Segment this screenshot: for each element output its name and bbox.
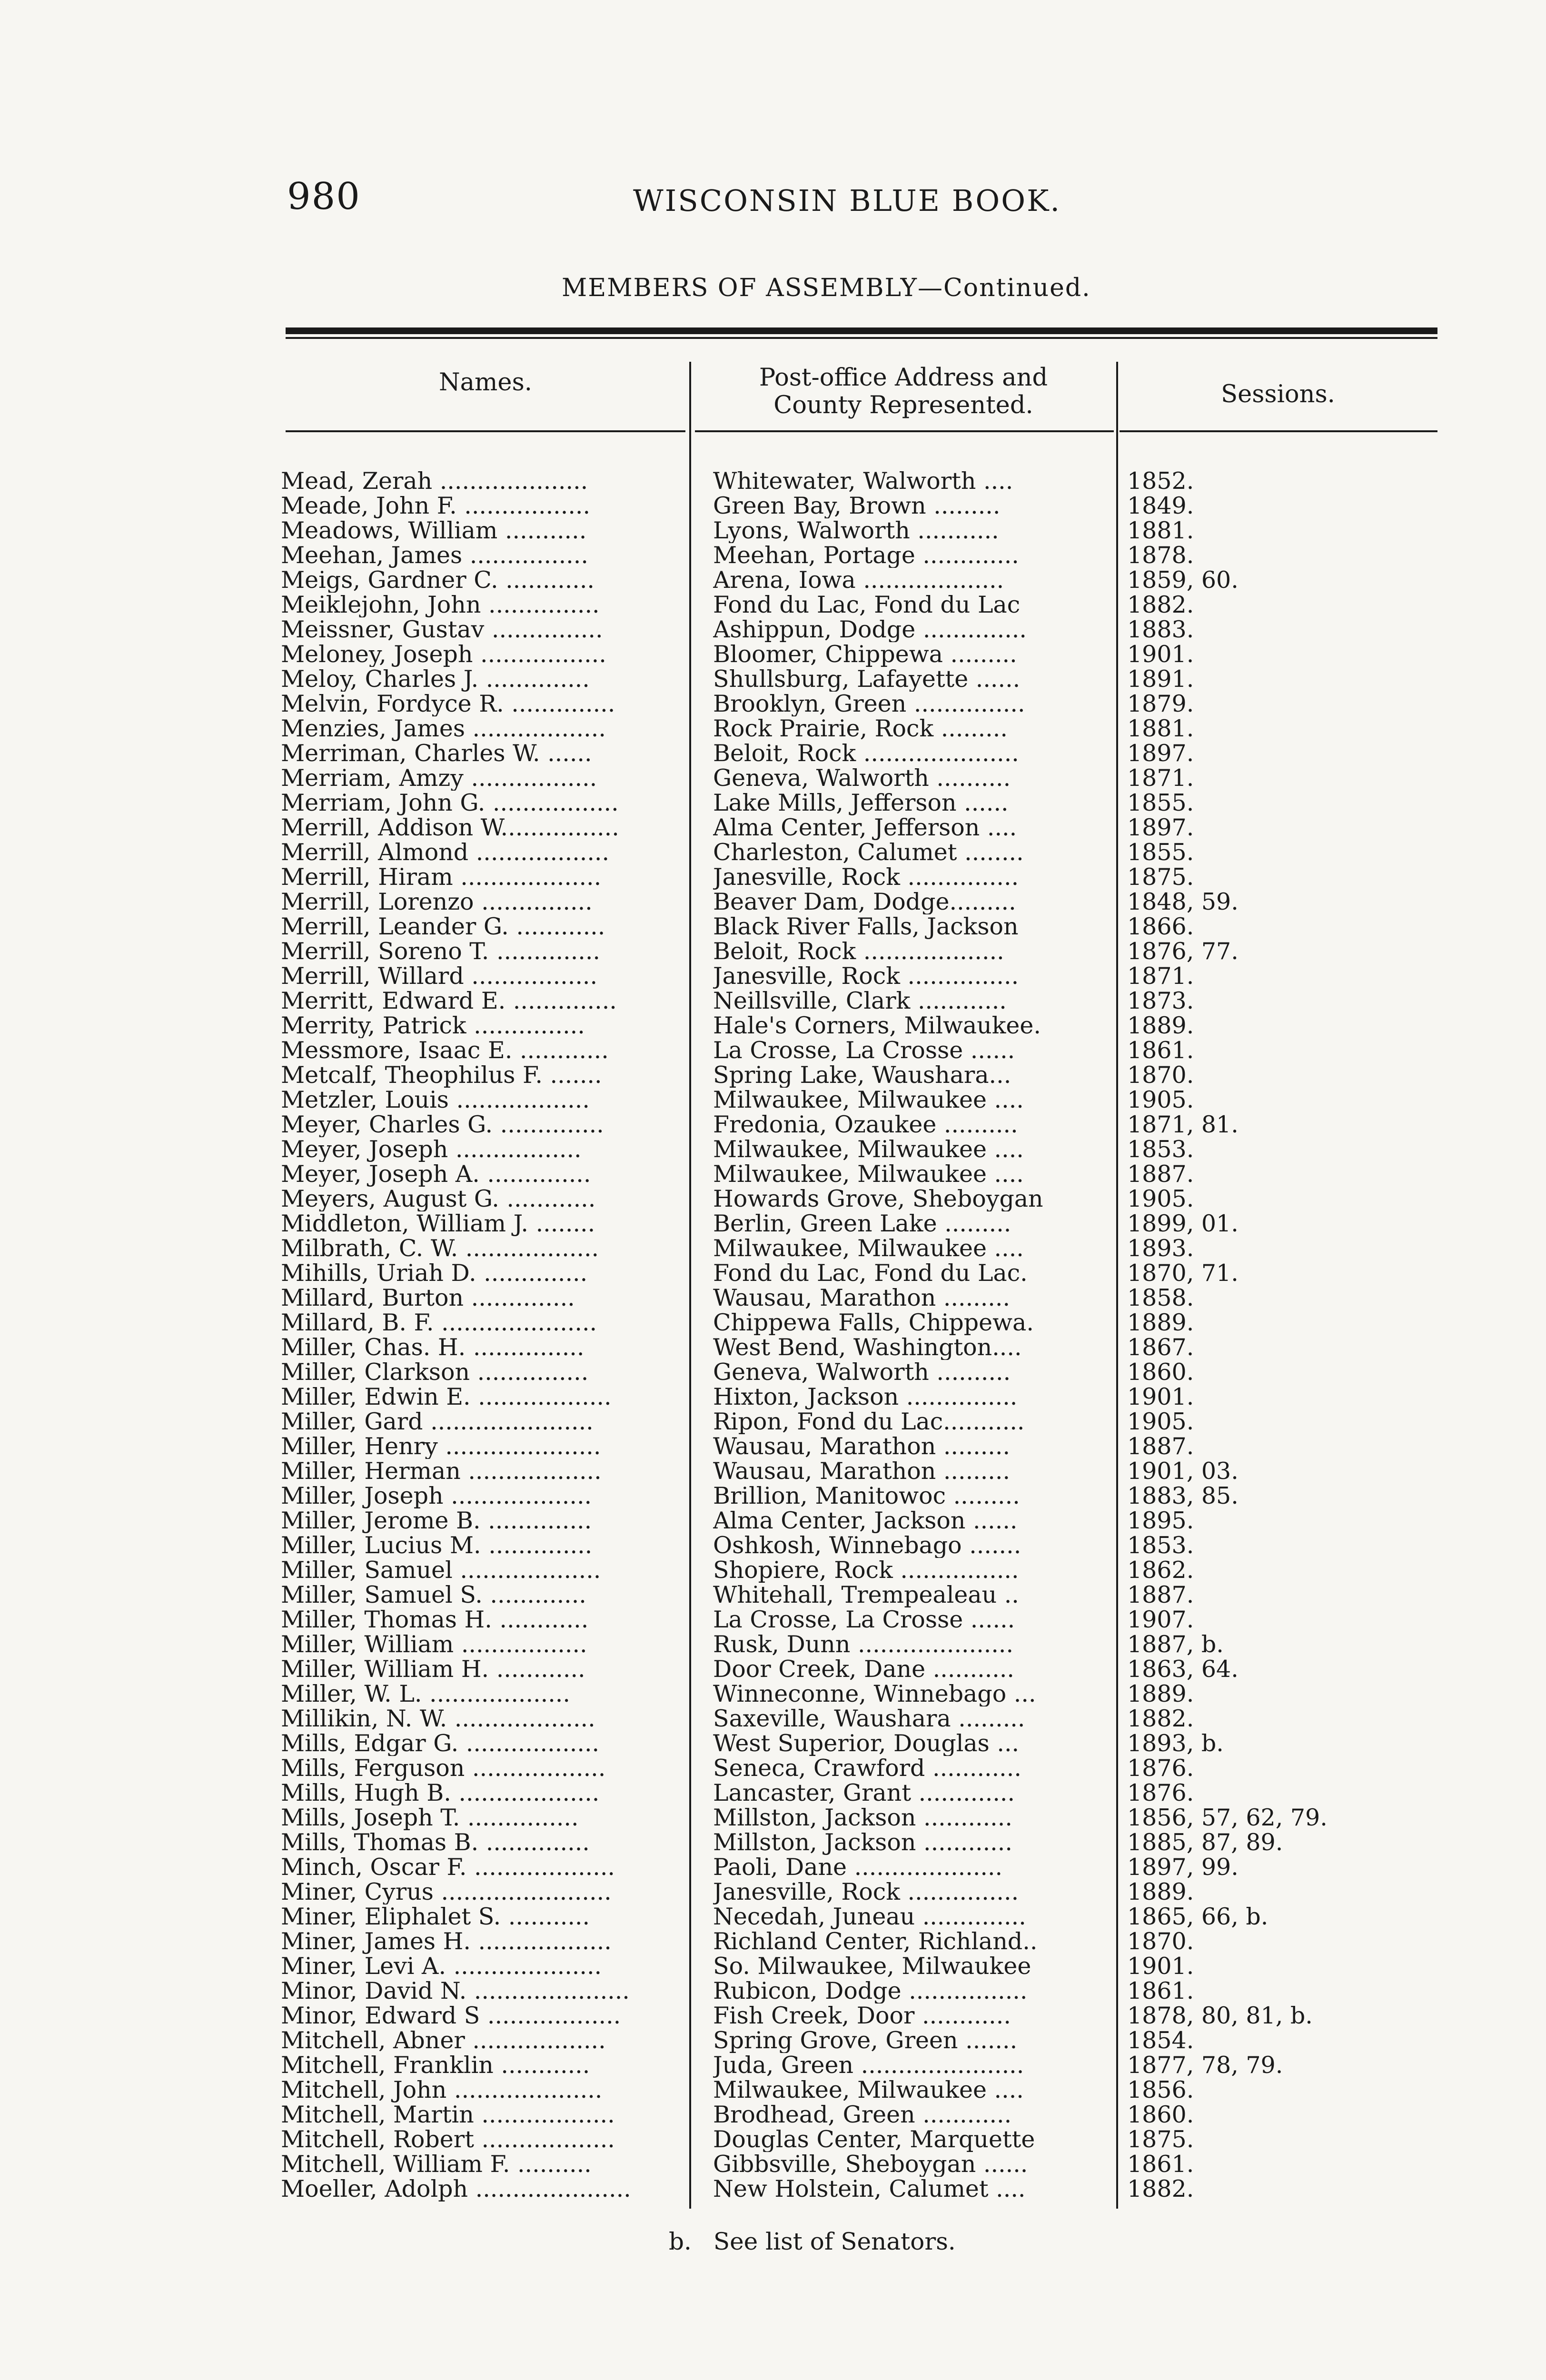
member-address: Ashippun, Dodge .............. (713, 617, 1027, 642)
member-name: Miller, Herman .................. (281, 1459, 602, 1484)
member-name: Moeller, Adolph ..................... (281, 2177, 631, 2202)
table-row (0, 766, 1546, 791)
member-address: Janesville, Rock ............... (713, 865, 1019, 890)
member-sessions: 1889. (1127, 1878, 1194, 1905)
member-name: Merriam, Amzy ................. (281, 766, 597, 791)
member-name: Miner, James H. .................. (281, 1929, 612, 1954)
table-row (0, 1459, 1546, 1484)
member-address: Douglas Center, Marquette (713, 2127, 1035, 2152)
member-address: Paoli, Dane .................... (713, 1855, 1003, 1880)
table-row (0, 2177, 1546, 2202)
member-address: Millston, Jackson ............ (713, 1805, 1012, 1830)
member-address: Beloit, Rock ................... (713, 939, 1004, 964)
member-name: Meade, John F. ................. (281, 494, 591, 518)
member-sessions: 1879. (1127, 690, 1194, 717)
table-row (0, 1286, 1546, 1310)
member-name: Meyer, Charles G. .............. (281, 1112, 604, 1137)
member-name: Merrill, Lorenzo ............... (281, 890, 593, 914)
member-address: Berlin, Green Lake ......... (713, 1211, 1011, 1236)
member-sessions: 1856, 57, 62, 79. (1127, 1804, 1328, 1831)
header-rule-address (695, 430, 1114, 432)
table-row (0, 2053, 1546, 2078)
member-address: Rock Prairie, Rock ......... (713, 716, 1008, 741)
member-address: Wausau, Marathon ......... (713, 1434, 1011, 1459)
member-sessions: 1871. (1127, 764, 1194, 792)
member-address: Juda, Green ...................... (713, 2053, 1024, 2078)
table-row (0, 1880, 1546, 1904)
member-name: Miner, Eliphalet S. ........... (281, 1904, 590, 1929)
member-sessions: 1867. (1127, 1334, 1194, 1361)
table-row (0, 642, 1546, 667)
table-row (0, 1731, 1546, 1756)
member-sessions: 1848, 59. (1127, 888, 1239, 915)
table-row (0, 1805, 1546, 1830)
member-name: Miller, Jerome B. .............. (281, 1508, 592, 1533)
member-name: Meyer, Joseph A. .............. (281, 1162, 591, 1187)
member-name: Merrity, Patrick ............... (281, 1013, 585, 1038)
member-address: Lake Mills, Jefferson ...... (713, 791, 1009, 815)
table-row (0, 1904, 1546, 1929)
table-row (0, 1781, 1546, 1805)
footnote-mark: b. (669, 2228, 692, 2255)
member-address: Whitewater, Walworth .... (713, 469, 1013, 494)
table-row (0, 791, 1546, 815)
member-sessions: 1863, 64. (1127, 1656, 1239, 1683)
member-address: Brillion, Manitowoc ......... (713, 1484, 1020, 1508)
member-address: Geneva, Walworth .......... (713, 1360, 1011, 1385)
table-row (0, 2102, 1546, 2127)
member-name: Minor, Edward S .................. (281, 2003, 621, 2028)
table-row (0, 865, 1546, 890)
member-sessions: 1889. (1127, 1309, 1194, 1336)
member-sessions: 1897. (1127, 740, 1194, 767)
member-sessions: 1899, 01. (1127, 1210, 1239, 1237)
column-header-names (286, 369, 685, 397)
member-name: Miller, William ................. (281, 1632, 587, 1657)
table-row (0, 667, 1546, 692)
header-rule-names (286, 430, 685, 432)
member-name: Merrill, Willard ................. (281, 964, 598, 989)
member-name: Millard, B. F. ..................... (281, 1310, 597, 1335)
member-name: Metzler, Louis .................. (281, 1088, 590, 1112)
member-address: Brodhead, Green ............ (713, 2102, 1012, 2127)
member-address: Wausau, Marathon ......... (713, 1286, 1011, 1310)
member-name: Meadows, William ........... (281, 518, 587, 543)
table-row (0, 989, 1546, 1013)
footnote-text: See list of Senators. (713, 2228, 956, 2255)
running-title: WISCONSIN BLUE BOOK. (633, 183, 1061, 218)
member-address: Milwaukee, Milwaukee .... (713, 1088, 1024, 1112)
table-row (0, 1261, 1546, 1286)
member-sessions: 1876. (1127, 1779, 1194, 1806)
table-row (0, 1632, 1546, 1657)
column-header-sessions (1119, 381, 1437, 408)
table-row (0, 1236, 1546, 1261)
member-sessions: 1853. (1127, 1532, 1194, 1559)
table-row (0, 741, 1546, 766)
table-row (0, 1583, 1546, 1607)
member-sessions: 1889. (1127, 1680, 1194, 1707)
member-address: West Bend, Washington.... (713, 1335, 1022, 1360)
table-row (0, 1657, 1546, 1682)
table-row (0, 2078, 1546, 2102)
member-sessions: 1887. (1127, 1581, 1194, 1608)
member-name: Meiklejohn, John ............... (281, 593, 600, 617)
member-address: Fish Creek, Door ............ (713, 2003, 1011, 2028)
table-row (0, 1409, 1546, 1434)
member-name: Mitchell, John .................... (281, 2078, 603, 2102)
footnote (669, 2228, 956, 2255)
member-name: Miner, Cyrus ....................... (281, 1880, 612, 1904)
table-row (0, 716, 1546, 741)
member-sessions: 1891. (1127, 665, 1194, 693)
member-address: So. Milwaukee, Milwaukee (713, 1954, 1031, 1979)
member-address: Wausau, Marathon ......... (713, 1459, 1011, 1484)
table-row (0, 1013, 1546, 1038)
member-sessions: 1881. (1127, 715, 1194, 742)
member-name: Messmore, Isaac E. ............ (281, 1038, 609, 1063)
member-sessions: 1897, 99. (1127, 1854, 1239, 1881)
member-sessions: 1882. (1127, 591, 1194, 618)
member-name: Mead, Zerah .................... (281, 469, 588, 494)
member-address: La Crosse, La Crosse ...... (713, 1607, 1015, 1632)
member-sessions: 1905. (1127, 1408, 1194, 1435)
table-row (0, 568, 1546, 593)
member-name: Meloy, Charles J. .............. (281, 667, 590, 692)
member-sessions: 1875. (1127, 863, 1194, 891)
member-name: Mills, Joseph T. ............... (281, 1805, 579, 1830)
member-sessions: 1862. (1127, 1557, 1194, 1584)
member-name: Miller, Henry ..................... (281, 1434, 601, 1459)
header-rule-sessions (1120, 430, 1437, 432)
member-name: Miller, Samuel S. ............. (281, 1583, 586, 1607)
member-address: Lancaster, Grant ............. (713, 1781, 1015, 1805)
member-address: Door Creek, Dane ........... (713, 1657, 1015, 1682)
table-row (0, 1979, 1546, 2003)
member-address: Seneca, Crawford ............ (713, 1756, 1021, 1781)
table-row (0, 1360, 1546, 1385)
table-row (0, 692, 1546, 716)
member-sessions: 1877, 78, 79. (1127, 2052, 1283, 2079)
member-name: Merriam, John G. ................. (281, 791, 619, 815)
member-address: La Crosse, La Crosse ...... (713, 1038, 1015, 1063)
table-row (0, 1137, 1546, 1162)
member-address: Meehan, Portage ............. (713, 543, 1019, 568)
member-address: Neillsville, Clark ............ (713, 989, 1007, 1013)
column-header-sessions-label: Sessions. (1221, 380, 1335, 408)
member-name: Miller, Chas. H. ............... (281, 1335, 585, 1360)
member-sessions: 1855. (1127, 789, 1194, 816)
member-sessions: 1871. (1127, 962, 1194, 990)
member-sessions: 1860. (1127, 2101, 1194, 2128)
member-address: Rubicon, Dodge ................ (713, 1979, 1028, 2003)
column-header-address (694, 364, 1113, 419)
table-row (0, 1929, 1546, 1954)
member-sessions: 1861. (1127, 1037, 1194, 1064)
table-row (0, 939, 1546, 964)
member-sessions: 1901. (1127, 1383, 1194, 1410)
member-name: Middleton, William J. ........ (281, 1211, 595, 1236)
member-name: Millikin, N. W. ................... (281, 1706, 595, 1731)
column-header-names-label: Names. (439, 368, 532, 397)
member-address: Beloit, Rock ..................... (713, 741, 1019, 766)
member-address: Howards Grove, Sheboygan (713, 1187, 1043, 1211)
member-address: Spring Grove, Green ....... (713, 2028, 1018, 2053)
member-sessions: 1870, 71. (1127, 1259, 1239, 1287)
member-sessions: 1889. (1127, 1012, 1194, 1039)
member-address: Milwaukee, Milwaukee .... (713, 1236, 1024, 1261)
member-sessions: 1901, 03. (1127, 1458, 1239, 1485)
member-sessions: 1887. (1127, 1433, 1194, 1460)
table-row (0, 617, 1546, 642)
table-row (0, 494, 1546, 518)
member-sessions: 1849. (1127, 492, 1194, 519)
member-name: Mills, Thomas B. .............. (281, 1830, 590, 1855)
member-name: Meigs, Gardner C. ............ (281, 568, 595, 593)
member-sessions: 1878. (1127, 542, 1194, 569)
member-name: Merrill, Addison W................ (281, 815, 619, 840)
member-address: Bloomer, Chippewa ......... (713, 642, 1017, 667)
member-name: Meloney, Joseph ................. (281, 642, 606, 667)
table-row (0, 1706, 1546, 1731)
top-rule-thick (286, 327, 1437, 334)
column-header-address-line1: Post-office Address and (759, 364, 1048, 392)
table-row (0, 890, 1546, 914)
member-address: Milwaukee, Milwaukee .... (713, 1137, 1024, 1162)
member-address: Fredonia, Ozaukee .......... (713, 1112, 1018, 1137)
table-caption: MEMBERS OF ASSEMBLY—Continued. (562, 274, 1091, 302)
member-sessions: 1866. (1127, 913, 1194, 940)
table-row (0, 1830, 1546, 1855)
table-row (0, 1038, 1546, 1063)
member-address: Millston, Jackson ............ (713, 1830, 1012, 1855)
member-name: Merriman, Charles W. ...... (281, 741, 592, 766)
top-rule-thin (286, 337, 1437, 339)
member-address: Brooklyn, Green ............... (713, 692, 1025, 716)
member-sessions: 1853. (1127, 1136, 1194, 1163)
member-name: Millard, Burton .............. (281, 1286, 575, 1310)
table-row (0, 1756, 1546, 1781)
member-name: Merrill, Almond .................. (281, 840, 610, 865)
member-name: Merrill, Hiram ................... (281, 865, 602, 890)
table-row (0, 1558, 1546, 1583)
member-sessions: 1907. (1127, 1606, 1194, 1633)
member-address: Fond du Lac, Fond du Lac (713, 593, 1021, 617)
member-name: Meyer, Joseph ................. (281, 1137, 582, 1162)
page-number: 980 (287, 175, 361, 218)
member-sessions: 1859, 60. (1127, 566, 1239, 594)
member-address: Chippewa Falls, Chippewa. (713, 1310, 1034, 1335)
member-address: Lyons, Walworth ........... (713, 518, 999, 543)
table-row (0, 1682, 1546, 1706)
table-row (0, 840, 1546, 865)
member-address: Geneva, Walworth .......... (713, 766, 1011, 791)
member-sessions: 1885, 87, 89. (1127, 1829, 1283, 1856)
member-address: Beaver Dam, Dodge......... (713, 890, 1016, 914)
table-row (0, 964, 1546, 989)
table-row (0, 2127, 1546, 2152)
member-name: Merrill, Leander G. ............ (281, 914, 605, 939)
member-sessions: 1887. (1127, 1160, 1194, 1188)
member-name: Miller, W. L. ................... (281, 1682, 570, 1706)
column-header-address-line2: County Represented. (773, 391, 1033, 419)
member-address: Richland Center, Richland.. (713, 1929, 1038, 1954)
member-sessions: 1895. (1127, 1507, 1194, 1534)
member-sessions: 1852. (1127, 467, 1194, 495)
member-address: Janesville, Rock ............... (713, 1880, 1019, 1904)
member-sessions: 1881. (1127, 517, 1194, 544)
member-name: Melvin, Fordyce R. .............. (281, 692, 615, 716)
table-row (0, 815, 1546, 840)
member-address: Oshkosh, Winnebago ....... (713, 1533, 1021, 1558)
member-sessions: 1870. (1127, 1061, 1194, 1089)
member-address: Milwaukee, Milwaukee .... (713, 2078, 1024, 2102)
member-sessions: 1883, 85. (1127, 1482, 1239, 1509)
member-address: New Holstein, Calumet .... (713, 2177, 1026, 2202)
member-sessions: 1905. (1127, 1185, 1194, 1212)
member-sessions: 1901. (1127, 641, 1194, 668)
table-row (0, 1335, 1546, 1360)
member-name: Meehan, James ................ (281, 543, 588, 568)
member-address: Arena, Iowa ................... (713, 568, 1004, 593)
member-address: Ripon, Fond du Lac........... (713, 1409, 1025, 1434)
member-name: Mitchell, Franklin ............ (281, 2053, 590, 2078)
member-sessions: 1860. (1127, 1359, 1194, 1386)
member-name: Metcalf, Theophilus F. ....... (281, 1063, 602, 1088)
member-name: Meissner, Gustav ............... (281, 617, 603, 642)
member-name: Miller, Edwin E. .................. (281, 1385, 612, 1409)
member-sessions: 1854. (1127, 2027, 1194, 2054)
member-sessions: 1871, 81. (1127, 1111, 1239, 1138)
member-sessions: 1901. (1127, 1953, 1194, 1980)
member-name: Miner, Levi A. .................... (281, 1954, 602, 1979)
member-address: Hale's Corners, Milwaukee. (713, 1013, 1041, 1038)
member-sessions: 1861. (1127, 2151, 1194, 2178)
member-name: Miller, Gard ...................... (281, 1409, 594, 1434)
table-row (0, 1607, 1546, 1632)
table-row (0, 1187, 1546, 1211)
table-row (0, 1063, 1546, 1088)
member-address: Necedah, Juneau .............. (713, 1904, 1026, 1929)
member-sessions: 1876, 77. (1127, 938, 1239, 965)
member-sessions: 1882. (1127, 1705, 1194, 1732)
member-sessions: 1876. (1127, 1755, 1194, 1782)
member-address: Green Bay, Brown ......... (713, 494, 1001, 518)
member-name: Minch, Oscar F. ................... (281, 1855, 615, 1880)
member-address: Hixton, Jackson ............... (713, 1385, 1018, 1409)
member-name: Mills, Ferguson .................. (281, 1756, 606, 1781)
member-sessions: 1858. (1127, 1284, 1194, 1311)
member-sessions: 1893, b. (1127, 1730, 1224, 1757)
table-row (0, 1533, 1546, 1558)
member-name: Miller, Samuel ................... (281, 1558, 601, 1583)
member-sessions: 1887, b. (1127, 1631, 1224, 1658)
table-row (0, 1385, 1546, 1409)
member-name: Merritt, Edward E. .............. (281, 989, 617, 1013)
member-address: Whitehall, Trempealeau .. (713, 1583, 1019, 1607)
table-row (0, 914, 1546, 939)
member-name: Mitchell, Abner .................. (281, 2028, 606, 2053)
member-name: Mitchell, William F. .......... (281, 2152, 592, 2177)
table-row (0, 1088, 1546, 1112)
member-sessions: 1882. (1127, 2175, 1194, 2202)
member-name: Menzies, James .................. (281, 716, 606, 741)
member-address: Spring Lake, Waushara... (713, 1063, 1011, 1088)
member-address: Charleston, Calumet ........ (713, 840, 1024, 865)
member-name: Mills, Hugh B. ................... (281, 1781, 600, 1805)
member-address: Shullsburg, Lafayette ...... (713, 667, 1021, 692)
member-address: Winneconne, Winnebago ... (713, 1682, 1036, 1706)
member-sessions: 1878, 80, 81, b. (1127, 2002, 1313, 2029)
table-row (0, 593, 1546, 617)
member-sessions: 1856. (1127, 2076, 1194, 2103)
table-row (0, 1211, 1546, 1236)
member-name: Mitchell, Robert .................. (281, 2127, 615, 2152)
table-row (0, 1954, 1546, 1979)
member-address: Alma Center, Jefferson .... (713, 815, 1017, 840)
member-sessions: 1893. (1127, 1235, 1194, 1262)
member-name: Minor, David N. ..................... (281, 1979, 630, 2003)
member-address: Milwaukee, Milwaukee .... (713, 1162, 1024, 1187)
member-address: Gibbsville, Sheboygan ...... (713, 2152, 1028, 2177)
member-sessions: 1855. (1127, 839, 1194, 866)
table-row (0, 1484, 1546, 1508)
member-name: Merrill, Soreno T. .............. (281, 939, 600, 964)
member-name: Miller, Joseph ................... (281, 1484, 592, 1508)
member-name: Miller, William H. ............ (281, 1657, 585, 1682)
member-address: Rusk, Dunn ..................... (713, 1632, 1014, 1657)
member-name: Mihills, Uriah D. .............. (281, 1261, 588, 1286)
member-sessions: 1883. (1127, 616, 1194, 643)
member-address: Janesville, Rock ............... (713, 964, 1019, 989)
table-row (0, 1112, 1546, 1137)
member-address: West Superior, Douglas ... (713, 1731, 1020, 1756)
table-row (0, 1310, 1546, 1335)
table-row (0, 543, 1546, 568)
member-name: Milbrath, C. W. .................. (281, 1236, 599, 1261)
member-sessions: 1870. (1127, 1928, 1194, 1955)
member-name: Miller, Thomas H. ............ (281, 1607, 589, 1632)
member-rows (0, 469, 1546, 2202)
member-address: Alma Center, Jackson ...... (713, 1508, 1018, 1533)
table-row (0, 1508, 1546, 1533)
member-address: Saxeville, Waushara ......... (713, 1706, 1025, 1731)
table-row (0, 1434, 1546, 1459)
member-sessions: 1897. (1127, 814, 1194, 841)
member-sessions: 1875. (1127, 2126, 1194, 2153)
member-address: Shopiere, Rock ................ (713, 1558, 1019, 1583)
member-name: Mills, Edgar G. .................. (281, 1731, 600, 1756)
member-name: Miller, Clarkson ............... (281, 1360, 589, 1385)
member-name: Meyers, August G. ............ (281, 1187, 596, 1211)
table-row (0, 2003, 1546, 2028)
member-name: Miller, Lucius M. .............. (281, 1533, 593, 1558)
member-sessions: 1861. (1127, 1977, 1194, 2004)
member-sessions: 1865, 66, b. (1127, 1903, 1269, 1930)
table-row (0, 469, 1546, 494)
table-row (0, 518, 1546, 543)
member-sessions: 1905. (1127, 1086, 1194, 1113)
table-row (0, 2152, 1546, 2177)
table-row (0, 1162, 1546, 1187)
member-sessions: 1873. (1127, 987, 1194, 1014)
member-name: Mitchell, Martin .................. (281, 2102, 615, 2127)
table-row (0, 1855, 1546, 1880)
table-row (0, 2028, 1546, 2053)
member-address: Black River Falls, Jackson (713, 914, 1019, 939)
member-address: Fond du Lac, Fond du Lac. (713, 1261, 1028, 1286)
